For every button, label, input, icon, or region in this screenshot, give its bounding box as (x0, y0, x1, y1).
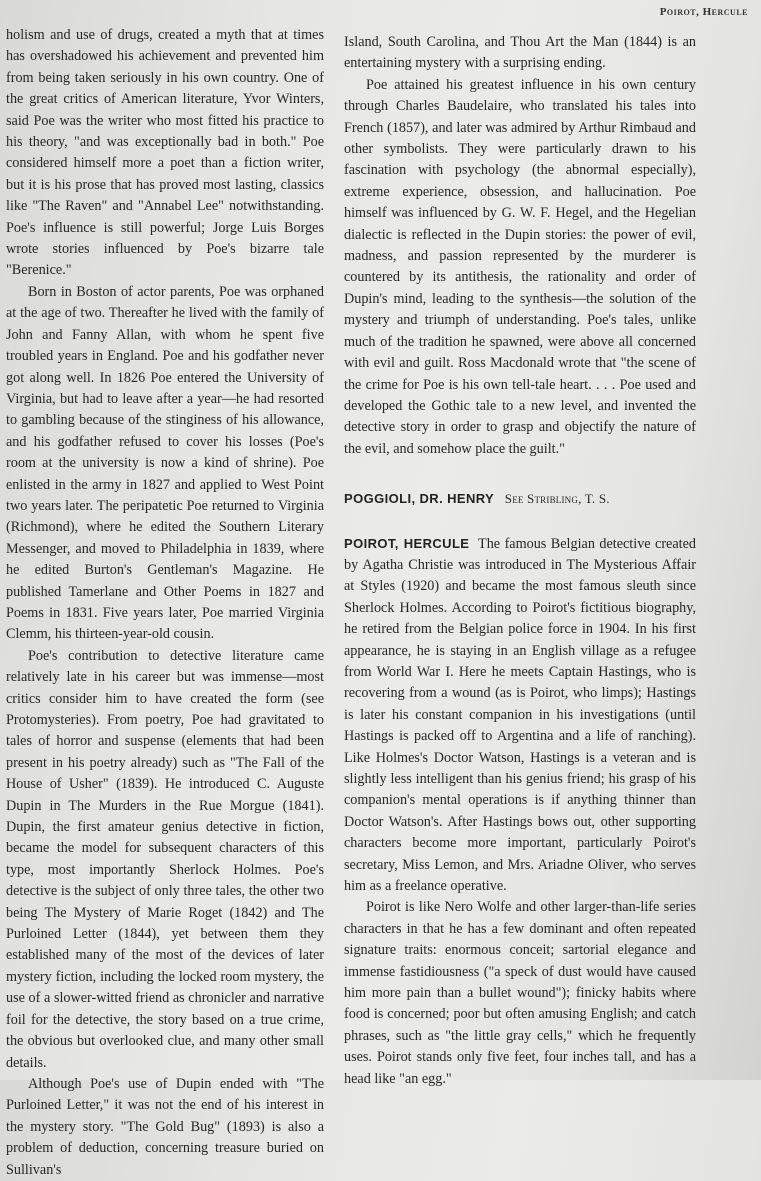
left-paragraph-3: Poe's contribution to detective literature came relatively late in his career but was immense—most critics consider him to have created the form (see Protomysteries). From poetry, Poe had gravitated to tales of horror and suspense (elements that had been present in his poetry already) such as "The Fall of the House of Usher" (1839). He introduced C. Auguste Dupin in The Murders in the Rue Morgue (1841). Dupin, the first amateur genius detective in fiction, became the model for subsequent characters of this type, most importantly Sherlock Holmes. Poe's detective is the subject of only three tales, the other two being The Mystery of Marie Roget (1842) and The Purloined Letter (1844), yet between them they established many of the most of the devices of later mystery fiction, including the locked room mystery, the use of a slower-witted friend as chronicler and narrative foil for the detective, the story based on a true crime, the obvious but overlooked clue, and many other small details. (6, 647, 324, 1071)
entry-poirot (344, 533, 696, 898)
see-also-reference: See Stribling, T. S. (504, 491, 610, 507)
right-column (344, 32, 696, 1090)
left-column (6, 25, 324, 1181)
entry-text: The famous Belgian detective created by Agatha Christie was introduced in The Mysterious Affair at Styles (1920) and became the most famous sleuth since Sherlock Holmes. According to Poirot's fictitious biography, he retired from the Belgian police force in 1904. In his first appearance, he is staying in an English village as a refugee from World War I. Here he meets Captain Hastings, who is recovering from a wound (as is Poirot, who limps); Hastings is later his constant companion in his investigations (until Hastings is packed off to Argentina and a life of ranching). Like Holmes's Doctor Watson, Hastings is a veteran and is slightly less intelligent than his genius friend; his grasp of his companion's mental operations is if anything thinner than Doctor Watson's. After Hastings bows out, other supporting characters become more important, particularly Poirot's secretary, Miss Lemon, and Mrs. Ariadne Oliver, who serves him as a freelance operative. (344, 535, 696, 895)
right-paragraph-3: Poirot is like Nero Wolfe and other larger-than-life series characters in that he has a few dominant and often repeated signature traits: enormous conceit; sartorial elegance and immense fastidiousness ("a speck of dust would have caused him more pain than a bullet wound"); finicky habits where food is concerned; poor but often amusing English; and catch phrases, such as "the little gray cells," which he frequently uses. Poirot stands only five feet, four inches tall, and has a head like "an egg." (344, 899, 696, 1087)
entry-heading: POGGIOLI, DR. HENRY (344, 491, 495, 507)
right-paragraph-2: Poe attained his greatest influence in his own century through Charles Baudelaire, who translated his tales into French (1857), and later was admired by Arthur Rimbaud and other symbolists. They were particularly drawn to his fascination with psychology (the abnormal especially), extreme experience, obsession, and hallucination. Poe himself was influenced by G. W. F. Hegel, and the Hegelian dialectic is reflected in the Dupin stories: the power of evil, madness, and passion represented by the murderer is countered by its antithesis, the rationality and order of Dupin's mind, leading to the synthesis—the solution of the mystery and triumph of understanding. Poe's tales, unlike much of the tradition he spawned, were above all concerned with evil and guilt. Ross Macdonald wrote that "the scene of the crime for Poe is his own tell-tale heart. . . . Poe used and developed the Gothic tale to a new level, and invented the detective story in order to grasp and objectify the nature of the evil, and somehow place the guilt." (344, 76, 696, 457)
left-paragraph-1: holism and use of drugs, created a myth that at times has overshadowed his achievement and prevented him from being taken seriously in his own country. One of the great critics of American literature, Yvor Winters, said Poe was the writer who most fitted his practice to his theory, "and was exceptionally bad in both." Poe considered himself more a poet than a fiction writer, but it is his prose that has proved most lasting, classics like "The Raven" and "Annabel Lee" notwithstanding. Poe's influence is still powerful; Jorge Luis Borges wrote stories influenced by Poe's bizarre tale "Berenice." (6, 27, 324, 279)
entry-heading: POIROT, HERCULE (344, 535, 470, 551)
entry-poggioli (344, 488, 696, 510)
right-paragraph-1: Island, South Carolina, and Thou Art the Man (1844) is an entertaining mystery with a surprising ending. (344, 34, 696, 72)
left-paragraph-4: Although Poe's use of Dupin ended with "The Purloined Letter," it was not the end of his interest in the mystery story. "The Gold Bug" (1893) is also a problem of deduction, concerning treasure buried on Sullivan's (6, 1075, 324, 1178)
left-paragraph-2: Born in Boston of actor parents, Poe was orphaned at the age of two. Thereafter he lived with the family of John and Fanny Allan, with whom he spent five troubled years in England. Poe and his godfather never got along well. In 1826 Poe entered the University of Virginia, but had to leave after a year—he had resorted to gambling because of the stinginess of his allowance, and his godfather refused to cover his losses (Poe's room at the university is now a kind of shrine). Poe enlisted in the army in 1827 and applied to West Point two years later. The peripatetic Poe returned to Virginia (Richmond), where he edited the Southern Literary Messenger, and moved to Philadelphia in 1839, where he edited Burton's Gentleman's Magazine. He published Tamerlane and Other Poems in 1827 and Poems in 1831. Five years later, Poe married Virginia Clemm, his thirteen-year-old cousin. (6, 283, 324, 643)
running-head: Poirot, Hercule (659, 6, 748, 18)
